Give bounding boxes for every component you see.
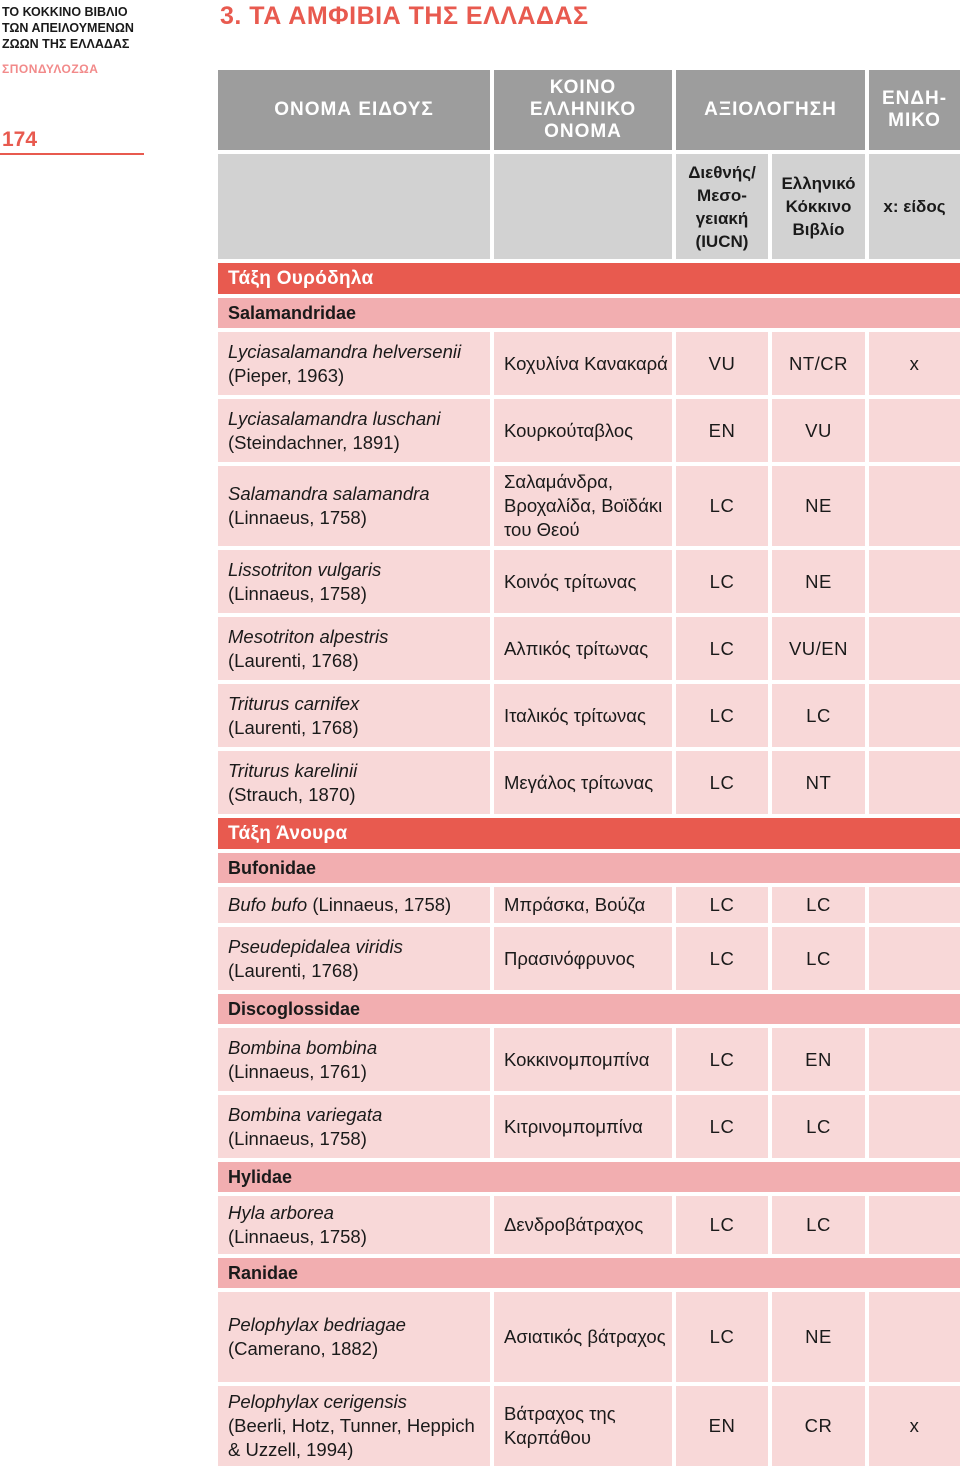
endemic-flag (869, 550, 960, 617)
book-title: ΤΟ ΚΟΚΚΙΝΟ ΒΙΒΛΙΟ ΤΩΝ ΑΠΕΙΛΟΥΜΕΝΩΝ ΖΩΩΝ ΤΗΣ ΕΛΛΑΔΑΣ (2, 5, 134, 51)
iucn-status: LC (676, 1292, 772, 1386)
species-cell (218, 617, 494, 684)
scientific-name: Bombina variegata (228, 1103, 383, 1125)
species-cell (218, 927, 494, 994)
family-header: Ranidae (218, 1258, 960, 1292)
species-cell (218, 399, 494, 466)
species-cell (218, 1292, 494, 1386)
scientific-name: Bombina bombina (228, 1036, 378, 1058)
common-name: Ασιατικός βάτραχος (494, 1292, 676, 1386)
table-row (218, 1095, 960, 1162)
table-row (218, 1196, 960, 1258)
species-authority: (Laurenti, 1768) (228, 959, 359, 981)
subheader-common-blank (494, 154, 676, 263)
endemic-flag (869, 887, 960, 927)
section-label: ΣΠΟΝΔΥΛΟΖΩΑ (2, 62, 99, 76)
species-cell (218, 1095, 494, 1162)
endemic-flag (869, 617, 960, 684)
common-name: Αλπικός τρίτωνας (494, 617, 676, 684)
common-name: Πρασινόφρυνος (494, 927, 676, 994)
family-header: Discoglossidae (218, 994, 960, 1028)
header-endemic: ΕΝΔΗ-ΜΙΚΟ (869, 70, 960, 154)
common-name: Κιτρινομπομπίνα (494, 1095, 676, 1162)
species-authority: (Linnaeus, 1758) (228, 1127, 367, 1149)
subheader-red-book: Ελληνικό Κόκκινο Βιβλίο (772, 154, 869, 263)
endemic-flag (869, 1196, 960, 1258)
endemic-flag (869, 927, 960, 994)
endemic-flag (869, 751, 960, 818)
common-name: Σαλαμάνδρα, Βροχαλίδα, Βοϊδάκι του Θεού (494, 466, 676, 550)
family-header: Hylidae (218, 1162, 960, 1196)
species-cell (218, 887, 494, 927)
common-name: Μπράσκα, Βούζα (494, 887, 676, 927)
header-species: ΟΝΟΜΑ ΕΙΔΟΥΣ (218, 70, 494, 154)
table-row (218, 1292, 960, 1386)
species-authority: (Linnaeus, 1758) (312, 894, 452, 915)
species-authority: (Laurenti, 1768) (228, 716, 359, 738)
common-name: Κουρκούταβλος (494, 399, 676, 466)
red-book-status: LC (772, 1095, 869, 1162)
amphibians-table (218, 70, 960, 1470)
species-cell (218, 332, 494, 399)
scientific-name: Pelophylax cerigensis (228, 1391, 407, 1412)
iucn-status: LC (676, 1196, 772, 1258)
iucn-status: LC (676, 927, 772, 994)
red-book-status: LC (772, 927, 869, 994)
iucn-status: VU (676, 332, 772, 399)
iucn-status: LC (676, 751, 772, 818)
common-name: Βάτραχος της Καρπάθου (494, 1386, 676, 1470)
subheader-iucn: Διεθνής/ Μεσο-γειακή (IUCN) (676, 154, 772, 263)
species-authority: (Steindachner, 1891) (228, 431, 400, 453)
endemic-flag: x (869, 1386, 960, 1470)
chapter-title: 3. ΤΑ ΑΜΦΙΒΙΑ ΤΗΣ ΕΛΛΑΔΑΣ (220, 2, 589, 30)
iucn-status: LC (676, 550, 772, 617)
family-header: Salamandridae (218, 298, 960, 332)
table-row (218, 332, 960, 399)
table-header (218, 70, 960, 154)
iucn-status: LC (676, 887, 772, 927)
scientific-name: Lyciasalamandra helversenii (228, 340, 462, 362)
table-row (218, 617, 960, 684)
species-authority: (Linnaeus, 1761) (228, 1060, 367, 1082)
species-authority: (Camerano, 1882) (228, 1338, 379, 1359)
table-row (218, 751, 960, 818)
subheader-endemic-key: x: είδος (869, 154, 960, 263)
red-book-status: VU/EN (772, 617, 869, 684)
table-subheader (218, 154, 960, 263)
header-common-name: ΚΟΙΝΟ ΕΛΛΗΝΙΚΟ ΟΝΟΜΑ (494, 70, 676, 154)
iucn-status: EN (676, 1386, 772, 1470)
common-name: Κοκκινομπομπίνα (494, 1028, 676, 1095)
iucn-status: LC (676, 1028, 772, 1095)
scientific-name: Bufo bufo (228, 894, 308, 915)
common-name: Δενδροβάτραχος (494, 1196, 676, 1258)
iucn-status: EN (676, 399, 772, 466)
species-authority: (Linnaeus, 1758) (228, 582, 367, 604)
red-book-status: VU (772, 399, 869, 466)
scientific-name: Pseudepidalea viridis (228, 935, 403, 957)
species-cell (218, 751, 494, 818)
red-book-status: NT/CR (772, 332, 869, 399)
common-name: Κοινός τρίτωνας (494, 550, 676, 617)
table-row (218, 684, 960, 751)
endemic-flag (869, 1292, 960, 1386)
table-row (218, 399, 960, 466)
common-name: Ιταλικός τρίτωνας (494, 684, 676, 751)
endemic-flag (869, 684, 960, 751)
family-header: Bufonidae (218, 853, 960, 887)
red-book-status: CR (772, 1386, 869, 1470)
iucn-status: LC (676, 684, 772, 751)
subheader-species-blank (218, 154, 494, 263)
species-cell (218, 466, 494, 550)
red-book-status: EN (772, 1028, 869, 1095)
species-cell (218, 1196, 494, 1258)
species-authority: (Linnaeus, 1758) (228, 1226, 367, 1247)
species-cell (218, 550, 494, 617)
scientific-name: Salamandra salamandra (228, 483, 430, 504)
endemic-flag (869, 1028, 960, 1095)
table-row (218, 466, 960, 550)
iucn-status: LC (676, 1095, 772, 1162)
species-cell (218, 1028, 494, 1095)
common-name: Κοχυλίνα Κανακαρά (494, 332, 676, 399)
scientific-name: Hyla arborea (228, 1202, 334, 1223)
red-book-status: LC (772, 887, 869, 927)
species-authority: (Strauch, 1870) (228, 783, 356, 805)
scientific-name: Mesotriton alpestris (228, 625, 389, 647)
table-row (218, 1028, 960, 1095)
table-row (218, 1386, 960, 1470)
red-book-status: NT (772, 751, 869, 818)
page-number: 174 (2, 128, 38, 151)
table-row (218, 927, 960, 994)
endemic-flag (869, 466, 960, 550)
table-body (218, 263, 960, 1470)
order-header: Τάξη Άνουρα (218, 818, 960, 853)
red-book-status: NE (772, 1292, 869, 1386)
iucn-status: LC (676, 466, 772, 550)
table-row (218, 887, 960, 927)
species-authority: (Laurenti, 1768) (228, 649, 359, 671)
scientific-name: Triturus carnifex (228, 692, 360, 714)
red-book-status: NE (772, 466, 869, 550)
scientific-name: Lissotriton vulgaris (228, 558, 382, 580)
page-number-rule (0, 153, 144, 155)
endemic-flag: x (869, 332, 960, 399)
scientific-name: Pelophylax bedriagae (228, 1314, 406, 1335)
species-cell (218, 684, 494, 751)
order-header: Τάξη Ουρόδηλα (218, 263, 960, 298)
endemic-flag (869, 1095, 960, 1162)
header-assessment: ΑΞΙΟΛΟΓΗΣΗ (676, 70, 869, 154)
red-book-status: NE (772, 550, 869, 617)
common-name: Μεγάλος τρίτωνας (494, 751, 676, 818)
scientific-name: Lyciasalamandra luschani (228, 407, 441, 429)
table-row (218, 550, 960, 617)
species-authority: (Linnaeus, 1758) (228, 507, 367, 528)
species-cell (218, 1386, 494, 1470)
endemic-flag (869, 399, 960, 466)
red-book-status: LC (772, 1196, 869, 1258)
scientific-name: Triturus karelinii (228, 759, 358, 781)
species-authority: (Beerli, Hotz, Tunner, Heppich & Uzzell, 1994) (228, 1415, 475, 1460)
species-authority: (Pieper, 1963) (228, 364, 345, 386)
iucn-status: LC (676, 617, 772, 684)
red-book-status: LC (772, 684, 869, 751)
